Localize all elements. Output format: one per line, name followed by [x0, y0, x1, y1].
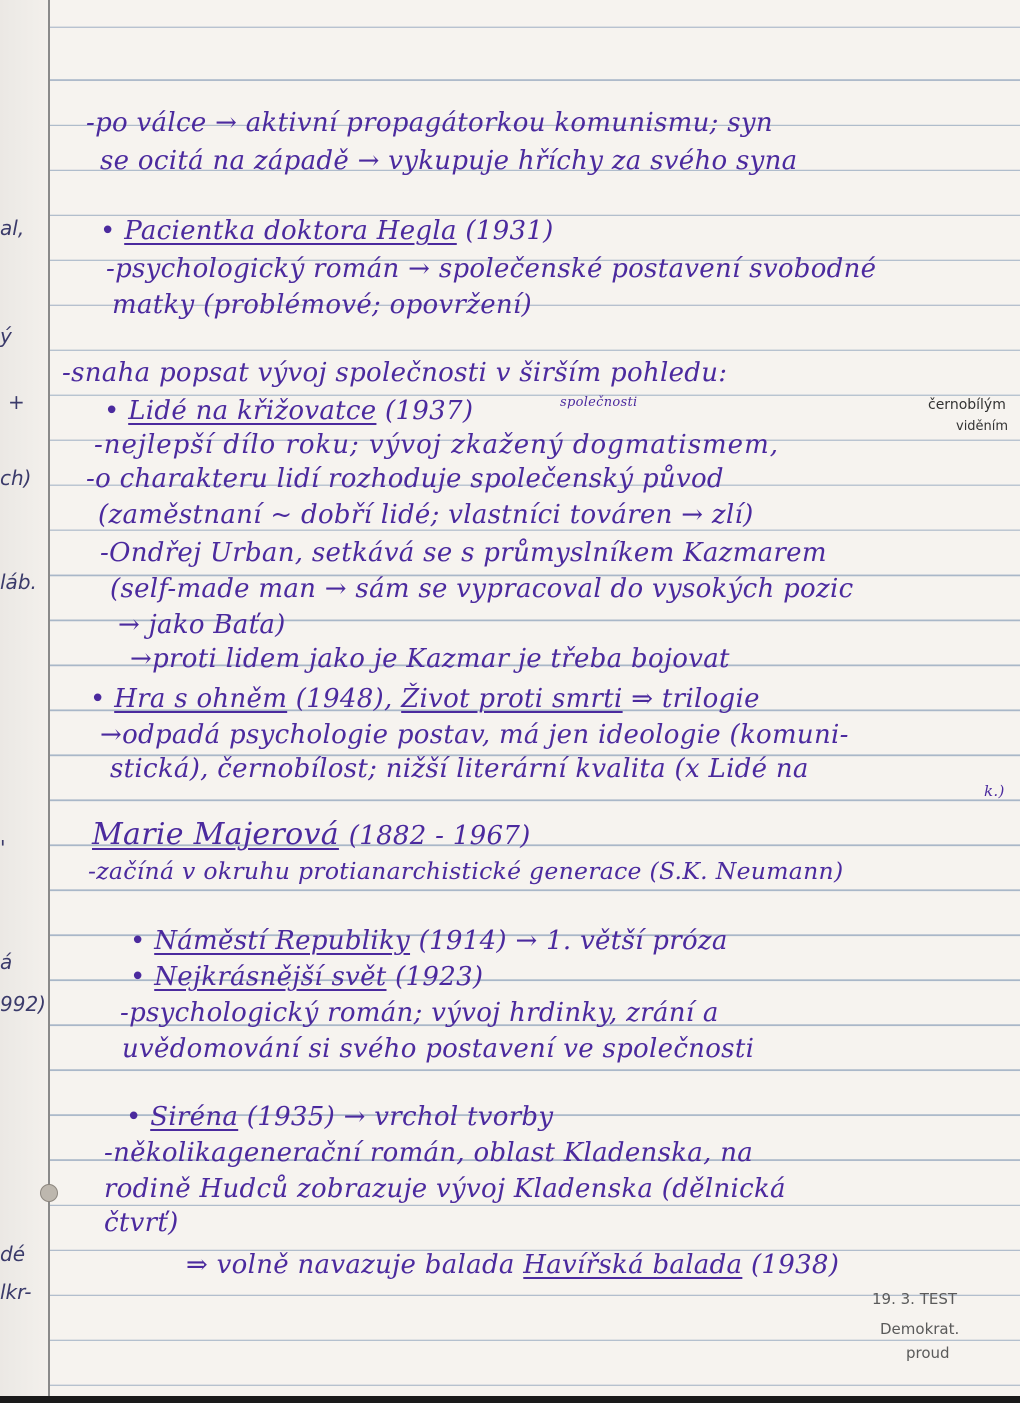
note-line: k.)	[984, 782, 1005, 800]
note-line: -psychologický román → společenské postavení svobodné	[106, 254, 877, 284]
note-line: (zaměstnaní ~ dobří lidé; vlastníci továren → zlí)	[98, 500, 754, 530]
side-note: černobílým	[928, 397, 1006, 413]
book-title-line: • Nejkrásnější svět (1923)	[130, 962, 484, 992]
note-line: rodině Hudců zobrazuje vývoj Kladenska (dělnická	[104, 1174, 786, 1204]
margin-fragment: ý	[0, 324, 12, 348]
book-title: Pacientka doktora Hegla	[124, 216, 457, 246]
book-title: Lidé na křižovatce	[128, 396, 377, 426]
book-title: Nejkrásnější svět	[154, 962, 387, 992]
author-heading	[92, 817, 531, 852]
book-title: Život proti smrti	[401, 684, 623, 714]
book-note: (1914) → 1. větší próza	[418, 926, 728, 956]
book-year: (1948),	[295, 684, 393, 714]
book-title: Náměstí Republiky	[154, 926, 411, 956]
note-line: matky (problémové; opovržení)	[112, 290, 532, 320]
margin-fragment: 992)	[0, 992, 46, 1016]
note-text: ⇒ volně navazuje balada	[186, 1250, 515, 1280]
note-line: čtvrť)	[104, 1208, 179, 1238]
margin-fragment: '	[0, 836, 6, 860]
margin-fragment: dé	[0, 1242, 25, 1266]
book-year: (1938)	[750, 1250, 840, 1280]
note-line: uvědomování si svého postavení ve společnosti	[122, 1034, 755, 1064]
margin-fragment: ch)	[0, 466, 32, 490]
note-line: -začíná v okruhu protianarchistické generace (S.K. Neumann)	[88, 857, 844, 885]
book-year: (1931)	[465, 216, 554, 246]
note-line: (self-made man → sám se vypracoval do vysokých pozic	[110, 574, 854, 604]
book-year: (1937)	[385, 396, 474, 426]
book-title: Hra s ohněm	[114, 684, 288, 714]
note-line: -nejlepší dílo roku; vývoj zkažený dogmatismem,	[94, 430, 779, 460]
note-line: -několikagenerační román, oblast Kladenska, na	[104, 1138, 754, 1168]
book-note: (1935) → vrchol tvorby	[246, 1102, 554, 1132]
section-line: -snaha popsat vývoj společnosti v širším pohledu:	[62, 358, 728, 388]
margin-fragment: á	[0, 950, 13, 974]
book-title: Siréna	[150, 1102, 239, 1132]
scan-edge	[0, 1396, 1020, 1403]
note-line: -po válce → aktivní propagátorkou komunismu; syn	[86, 108, 773, 138]
book-title-line: • Lidé na křižovatce (1937)	[104, 396, 474, 426]
note-line: →odpadá psychologie postav, má jen ideologie (komuni-	[100, 720, 849, 750]
note-text: ⇒ trilogie	[631, 684, 760, 714]
pencil-note: Demokrat.	[880, 1320, 960, 1338]
inserted-word: společnosti	[560, 395, 638, 410]
note-line: → jako Baťa)	[118, 610, 286, 640]
note-line	[186, 1252, 839, 1278]
note-line: -Ondřej Urban, setkává se s průmyslníkem Kazmarem	[100, 538, 827, 568]
side-note: viděním	[956, 419, 1009, 434]
margin-fragment: al,	[0, 216, 25, 240]
binding-hole	[40, 1184, 58, 1202]
pencil-note: 19. 3. TEST	[872, 1290, 958, 1308]
book-title-line: • Hra s ohněm (1948), Život proti smrti ⇒ trilogie	[90, 684, 760, 714]
margin-fragment: láb.	[0, 570, 37, 594]
book-title-line: • Siréna (1935) → vrchol tvorby	[126, 1102, 554, 1132]
margin-fragment: lkr-	[0, 1280, 32, 1304]
author-years: (1882 - 1967)	[348, 821, 531, 851]
note-line: →proti lidem jako je Kazmar je třeba bojovat	[130, 644, 730, 674]
book-title-line: • Náměstí Republiky (1914) → 1. větší próza	[130, 926, 728, 956]
book-title: Havířská balada	[523, 1250, 743, 1280]
book-year: (1923)	[395, 962, 484, 992]
note-line: se ocitá na západě → vykupuje hříchy za svého syna	[100, 146, 798, 176]
pencil-note: proud	[906, 1344, 950, 1362]
author-name: Marie Majerová	[92, 817, 339, 852]
book-title-line: • Pacientka doktora Hegla (1931)	[100, 216, 554, 246]
margin-fragment: +	[8, 390, 25, 414]
note-line: -psychologický román; vývoj hrdinky, zrání a	[120, 998, 719, 1028]
note-line: stická), černobílost; nižší literární kvalita (x Lidé na	[110, 754, 809, 784]
note-line: -o charakteru lidí rozhoduje společenský původ	[86, 464, 724, 494]
